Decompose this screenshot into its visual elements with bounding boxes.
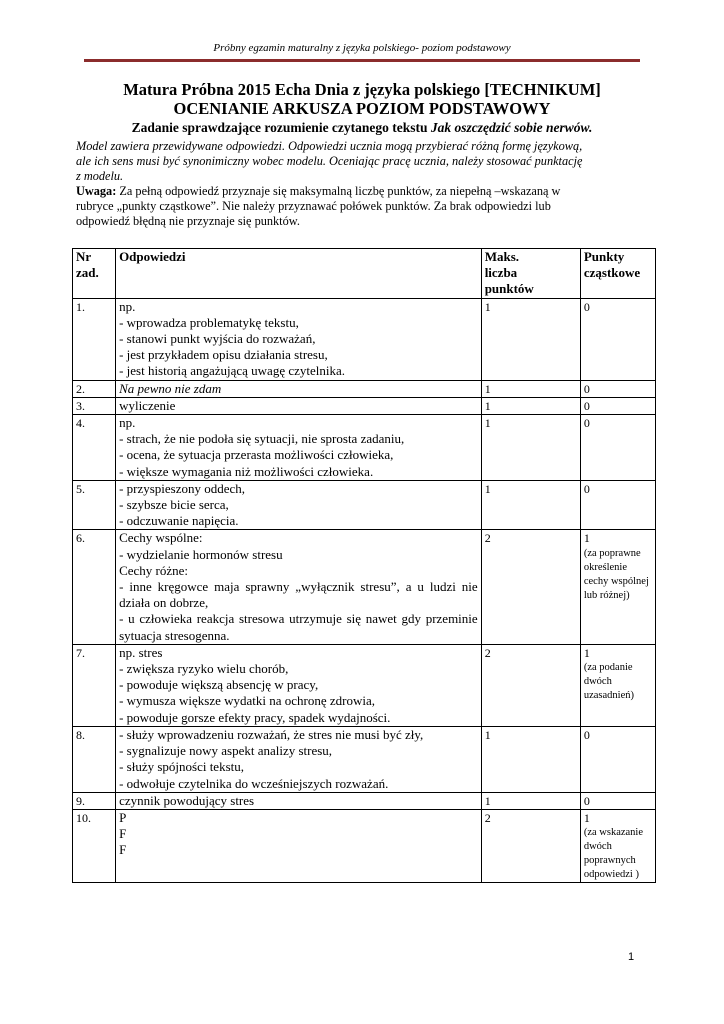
answer-cell	[116, 480, 482, 530]
answer-line: - służy wprowadzeniu rozważań, że stres nie musi być zły,	[119, 726, 424, 742]
table-row	[73, 726, 656, 792]
partial-points	[580, 480, 655, 530]
header-answers: Odpowiedzi	[116, 249, 482, 299]
warning-note	[76, 184, 646, 229]
answer-cell	[116, 298, 482, 380]
answer-line: - powoduje większą absencję w pracy,	[119, 677, 319, 693]
partial-points-note: dwóch	[583, 841, 612, 853]
partial-points-value: 1	[583, 810, 590, 825]
partial-points-note: cechy wspólnej	[583, 575, 649, 587]
running-header: Próbny egzamin maturalny z języka polskiego- poziom podstawowy	[213, 42, 511, 54]
partial-points-note: (za wskazanie	[583, 827, 644, 839]
task-number: 6.	[73, 530, 116, 644]
partial-points	[580, 792, 655, 809]
table-row	[73, 397, 656, 414]
answer-line: - jest przykładem opisu działania stresu,	[119, 347, 328, 363]
partial-points	[580, 380, 655, 397]
max-points: 1	[481, 380, 580, 397]
partial-points	[580, 809, 655, 882]
answer-cell	[116, 809, 482, 882]
answer-line: np. stres	[119, 644, 163, 660]
answer-line: - jest historią angażującą uwagę czytelnika.	[119, 363, 346, 379]
table-body	[73, 298, 656, 883]
answer-line: - ocena, że sytuacja przerasta możliwości człowieka,	[119, 447, 394, 463]
answer-line: Cechy wspólne:	[119, 530, 203, 546]
task-number: 2.	[73, 380, 116, 397]
table-header-row	[73, 249, 656, 299]
answer-cell	[116, 415, 482, 481]
header-max-line: Maks.	[484, 249, 519, 264]
partial-points-value: 0	[583, 793, 590, 808]
answer-line: wyliczenie	[119, 397, 176, 413]
partial-points-value: 0	[583, 398, 590, 413]
task-heading-prefix: Zadanie sprawdzające rozumienie czytanego tekstu	[131, 120, 431, 135]
model-note-line: Model zawiera przewidywane odpowiedzi. Odpowiedzi ucznia mogą przybierać różną formę językową,	[76, 139, 583, 153]
answer-line: F	[119, 842, 127, 858]
partial-points-note: lub różnej)	[583, 589, 630, 601]
header-max-points	[481, 249, 580, 299]
answer-line: - przyspieszony oddech,	[119, 480, 246, 496]
task-heading-title: Jak oszczędzić sobie nerwów.	[430, 120, 593, 135]
table-row	[73, 298, 656, 380]
model-note	[76, 139, 646, 184]
answer-line: - u człowieka reakcja stresowa utrzymuje się nawet gdy przeminie sytuacja stresogenna.	[119, 611, 478, 643]
model-note-line: z modelu.	[76, 169, 124, 183]
answer-line: - zwiększa ryzyko wielu chorób,	[119, 661, 289, 677]
answer-line: czynnik powodujący stres	[119, 792, 255, 808]
answer-cell	[116, 726, 482, 792]
partial-points-note: odpowiedzi )	[583, 869, 639, 881]
table-row	[73, 415, 656, 481]
table-row	[73, 380, 656, 397]
answer-line: - inne kręgowce maja sprawny „wyłącznik stresu”, a u ludzi nie działa on dobrze,	[119, 579, 478, 611]
answer-line: - wymusza większe wydatki na ochronę zdrowia,	[119, 693, 375, 709]
answer-line: - szybsze bicie serca,	[119, 497, 229, 513]
partial-points-value: 1	[583, 531, 590, 546]
header-partial-points	[580, 249, 655, 299]
max-points: 1	[481, 397, 580, 414]
header-partial-line: cząstkowe	[583, 265, 641, 281]
max-points: 1	[481, 480, 580, 530]
warning-text: odpowiedź błędną nie przyznaje się punktów.	[76, 214, 300, 228]
header-max-line: liczba	[484, 265, 518, 281]
partial-points-value: 0	[583, 481, 590, 496]
answer-line: - większe wymagania niż możliwości człowieka.	[119, 463, 374, 479]
answer-line: Na pewno nie zdam	[119, 380, 222, 396]
max-points: 2	[481, 809, 580, 882]
answer-line: - wprowadza problematykę tekstu,	[119, 314, 299, 330]
answer-line: - służy spójności tekstu,	[119, 759, 244, 775]
model-note-line: ale ich sens musi być synonimiczny wobec modelu. Oceniając pracę ucznia, należy stosować punktację	[76, 154, 583, 168]
task-number: 1.	[73, 298, 116, 380]
partial-points	[580, 726, 655, 792]
answer-line: P	[119, 809, 127, 825]
table-row	[73, 644, 656, 726]
max-points: 2	[481, 530, 580, 644]
max-points: 1	[481, 792, 580, 809]
task-number: 7.	[73, 644, 116, 726]
task-number: 3.	[73, 397, 116, 414]
answer-line: Cechy różne:	[119, 562, 189, 578]
task-number: 4.	[73, 415, 116, 481]
warning-label: Uwaga:	[76, 184, 117, 198]
header-max-line: punktów	[484, 281, 534, 297]
partial-points-note: dwóch	[583, 676, 612, 688]
answer-line: - sygnalizuje nowy aspekt analizy stresu,	[119, 743, 333, 759]
header-task-number	[73, 249, 116, 299]
partial-points-note: uzasadnień)	[583, 690, 634, 702]
warning-text: rubryce „punkty cząstkowe”. Nie należy przyznawać połówek punktów. Za brak odpowiedzi lub	[76, 199, 551, 213]
partial-points-note: (za poprawne	[583, 547, 641, 559]
document-subtitle: OCENIANIE ARKUSZA POZIOM PODSTAWOWY	[173, 99, 551, 118]
partial-points-value: 0	[583, 381, 590, 396]
task-number: 10.	[73, 809, 116, 882]
answer-line: np.	[119, 415, 136, 431]
partial-points-value: 1	[583, 645, 590, 660]
answer-line: - odwołuje czytelnika do wcześniejszych rozważań.	[119, 775, 389, 791]
answer-line: - wydzielanie hormonów stresu	[119, 546, 283, 562]
task-number: 5.	[73, 480, 116, 530]
answer-cell	[116, 792, 482, 809]
header-nr-line: zad.	[76, 265, 99, 281]
partial-points	[580, 415, 655, 481]
table-row	[73, 480, 656, 530]
answer-line: - odczuwanie napięcia.	[119, 513, 239, 529]
answer-line: - strach, że nie podoła się sytuacji, nie sprosta zadaniu,	[119, 431, 405, 447]
document-title: Matura Próbna 2015 Echa Dnia z języka polskiego [TECHNIKUM]	[123, 80, 601, 99]
answer-cell	[116, 380, 482, 397]
partial-points-value: 0	[583, 416, 590, 431]
header-divider	[84, 59, 640, 62]
partial-points-note: określenie	[583, 561, 627, 573]
partial-points	[580, 644, 655, 726]
header-nr-line: Nr	[76, 249, 92, 264]
table-row	[73, 530, 656, 644]
partial-points-value: 0	[583, 299, 590, 314]
answer-line: - powoduje gorsze efekty pracy, spadek wydajności.	[119, 709, 391, 725]
answer-line: - stanowi punkt wyjścia do rozważań,	[119, 331, 316, 347]
max-points: 1	[481, 726, 580, 792]
answer-cell	[116, 530, 482, 644]
header-partial-line: Punkty	[583, 249, 625, 264]
answer-line: F	[119, 826, 127, 842]
partial-points-note: (za podanie	[583, 662, 633, 674]
scoring-table	[72, 248, 656, 883]
answer-cell	[116, 644, 482, 726]
page-number: 1	[628, 951, 635, 963]
max-points: 1	[481, 415, 580, 481]
max-points: 2	[481, 644, 580, 726]
partial-points	[580, 397, 655, 414]
task-number: 8.	[73, 726, 116, 792]
answer-line: np.	[119, 298, 136, 314]
answer-cell	[116, 397, 482, 414]
warning-text: Za pełną odpowiedź przyznaje się maksymalną liczbę punktów, za niepełną –wskazaną w	[116, 184, 561, 198]
task-number: 9.	[73, 792, 116, 809]
partial-points-note: poprawnych	[583, 855, 636, 867]
partial-points	[580, 298, 655, 380]
task-heading	[72, 120, 652, 136]
instructions	[76, 139, 646, 229]
partial-points	[580, 530, 655, 644]
max-points: 1	[481, 298, 580, 380]
partial-points-value: 0	[583, 727, 590, 742]
table-row	[73, 792, 656, 809]
table-row	[73, 809, 656, 882]
